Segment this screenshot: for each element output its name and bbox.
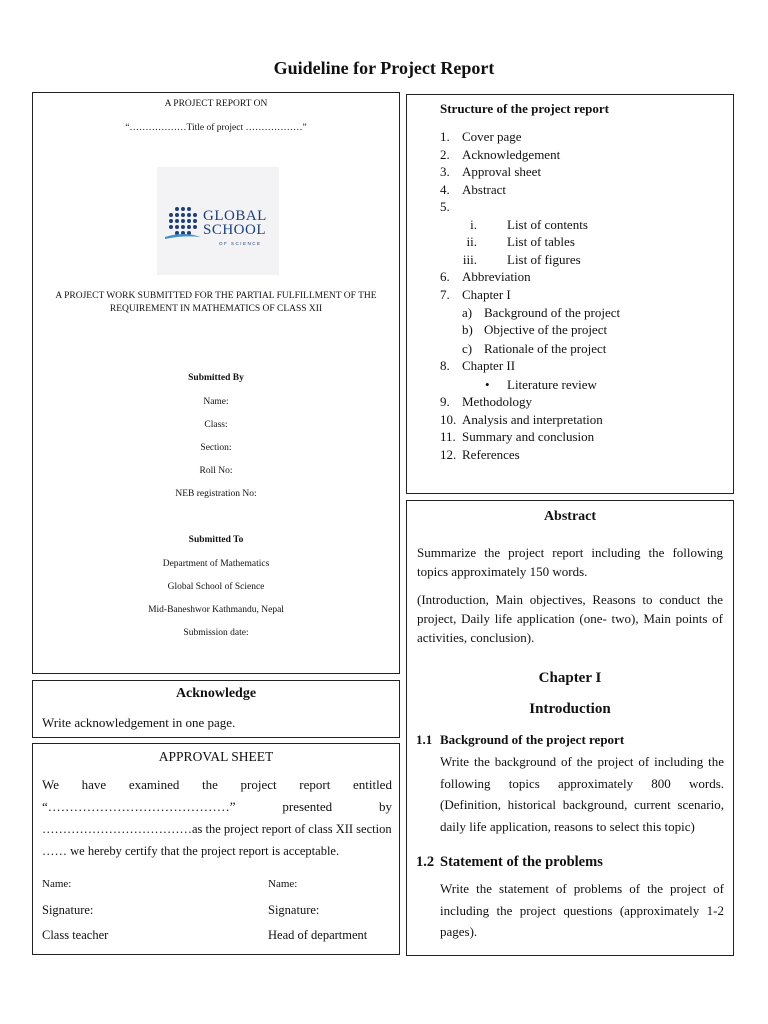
logo-text-1: GLOBAL <box>203 208 267 224</box>
field-name: Name: <box>203 397 229 407</box>
approval-line-4: …… we hereby certify that the project report is acceptable. <box>42 844 340 858</box>
approval-word: entitled <box>352 777 392 792</box>
structure-item-text: Chapter I <box>462 287 511 302</box>
approval-word: examined <box>128 777 180 792</box>
class-teacher-label: Class teacher <box>42 928 109 942</box>
structure-item-text: Acknowledgement <box>462 147 561 162</box>
cover-heading: A PROJECT REPORT ON <box>164 99 268 109</box>
field-section: Section: <box>200 443 232 453</box>
structure-item-text: Literature review <box>507 377 597 392</box>
approval-word: “……………………………………” <box>42 799 236 814</box>
structure-item-number: 9. <box>440 394 450 409</box>
approval-word: have <box>81 777 107 792</box>
page-title: Guideline for Project Report <box>273 58 495 78</box>
section-1-2-number: 1.2 <box>416 854 435 870</box>
acknowledge-box <box>32 680 400 738</box>
approval-heading: APPROVAL SHEET <box>158 749 274 764</box>
approval-box <box>32 743 400 955</box>
structure-item-number: 7. <box>440 287 450 302</box>
abstract-paragraph-1: Summarize the project report including the following topics approximately 150 words. <box>417 545 723 579</box>
structure-item-number: iii. <box>462 252 477 267</box>
approval-word: by <box>378 799 392 814</box>
acknowledge-text: Write acknowledgement in one page. <box>42 715 236 730</box>
approval-word: the <box>202 777 218 792</box>
structure-item-text: Objective of the project <box>484 322 608 337</box>
head-name-label: Name: <box>268 878 298 890</box>
structure-item-text: Methodology <box>462 394 533 409</box>
submission-date: Submission date: <box>183 628 249 638</box>
structure-item-text: Abbreviation <box>462 269 531 284</box>
structure-item-number: 11. <box>440 429 456 444</box>
head-signature-label: Signature: <box>268 903 320 917</box>
to-school: Global School of Science <box>167 582 265 592</box>
approval-word: project <box>240 777 277 792</box>
abstract-box <box>406 500 734 956</box>
head-of-department-label: Head of department <box>268 928 368 942</box>
structure-item-number: a) <box>462 305 473 320</box>
structure-item-number: 1. <box>440 129 450 144</box>
structure-item-text: Analysis and interpretation <box>462 412 603 427</box>
structure-heading: Structure of the project report <box>440 101 609 116</box>
chapter-subheading: Introduction <box>529 701 611 717</box>
to-address: Mid-Baneshwor Kathmandu, Nepal <box>148 605 284 615</box>
structure-item-text: Background of the project <box>484 305 621 320</box>
cover-project-title: “………………Title of project ………………” <box>125 123 307 133</box>
approval-word: report <box>299 777 331 792</box>
structure-item-number: ii. <box>466 234 477 249</box>
approval-line-1 <box>42 777 392 793</box>
structure-item-text: References <box>462 447 520 462</box>
structure-item-number: 5. <box>440 199 450 214</box>
section-1-1-number: 1.1 <box>416 732 433 747</box>
logo-text-2: SCHOOL <box>203 222 267 238</box>
abstract-paragraph-2: (Introduction, Main objectives, Reasons to conduct the project, Daily life application (one- two), Main points of activities, conclusion). <box>417 592 723 645</box>
approval-word: presented <box>282 799 333 814</box>
teacher-signature-label: Signature: <box>42 903 94 917</box>
structure-item-text: Summary and conclusion <box>462 429 595 444</box>
school-logo <box>157 167 279 275</box>
structure-item-number: 12. <box>440 447 457 462</box>
chapter-heading: Chapter I <box>538 670 602 686</box>
structure-item-text: List of tables <box>507 234 575 249</box>
abstract-heading: Abstract <box>543 509 597 524</box>
field-neb-registration: NEB registration No: <box>175 489 257 499</box>
structure-item-number: b) <box>462 322 473 337</box>
section-1-2-text: Write the statement of problems of the project of including the project questions (approximately 1-2 pages). <box>440 881 724 939</box>
submitted-to-label: Submitted To <box>188 535 244 545</box>
approval-word: We <box>42 777 59 792</box>
acknowledge-heading: Acknowledge <box>175 686 257 701</box>
logo-text-3: OF SCIENCE <box>219 241 262 246</box>
structure-item-text: List of figures <box>507 252 581 267</box>
structure-item-text: Abstract <box>462 182 507 197</box>
structure-box <box>406 94 734 494</box>
section-1-2-title: Statement of the problems <box>440 854 603 870</box>
structure-item-number: 10. <box>440 412 457 427</box>
structure-item-number: 8. <box>440 358 450 373</box>
approval-line-2 <box>42 799 392 815</box>
structure-item-text: Cover page <box>462 129 522 144</box>
field-class: Class: <box>204 420 228 430</box>
structure-item-text: Approval sheet <box>462 164 542 179</box>
structure-item-number: c) <box>462 341 473 356</box>
structure-item-number: 3. <box>440 164 450 179</box>
cover-purpose-2: REQUIREMENT IN MATHEMATICS OF CLASS XII <box>109 304 323 314</box>
submitted-by-label: Submitted By <box>188 373 244 383</box>
cover-page-box <box>32 92 400 674</box>
structure-item-text: Rationale of the project <box>484 341 607 356</box>
approval-line-3: ………………………………as the project report of class XII section <box>42 822 392 836</box>
field-roll-no: Roll No: <box>199 466 233 476</box>
globe-icon <box>163 205 203 245</box>
structure-item-number: 2. <box>440 147 450 162</box>
structure-item-number: • <box>485 377 490 392</box>
section-1-1-title: Background of the project report <box>440 732 625 747</box>
structure-item-number: 4. <box>440 182 450 197</box>
to-department: Department of Mathematics <box>162 559 270 569</box>
cover-purpose-1: A PROJECT WORK SUBMITTED FOR THE PARTIAL FULFILLMENT OF THE <box>55 291 377 301</box>
structure-item-text: List of contents <box>507 217 588 232</box>
structure-item-text: Chapter II <box>462 358 516 373</box>
structure-item-number: 6. <box>440 269 450 284</box>
structure-item-number: i. <box>470 217 477 232</box>
teacher-name-label: Name: <box>42 878 72 890</box>
section-1-1-text: Write the background of the project of including the following topics approximately 800 words. (Definition, historical background, current scenario, daily life application, reasons to select this topic) <box>440 754 724 834</box>
